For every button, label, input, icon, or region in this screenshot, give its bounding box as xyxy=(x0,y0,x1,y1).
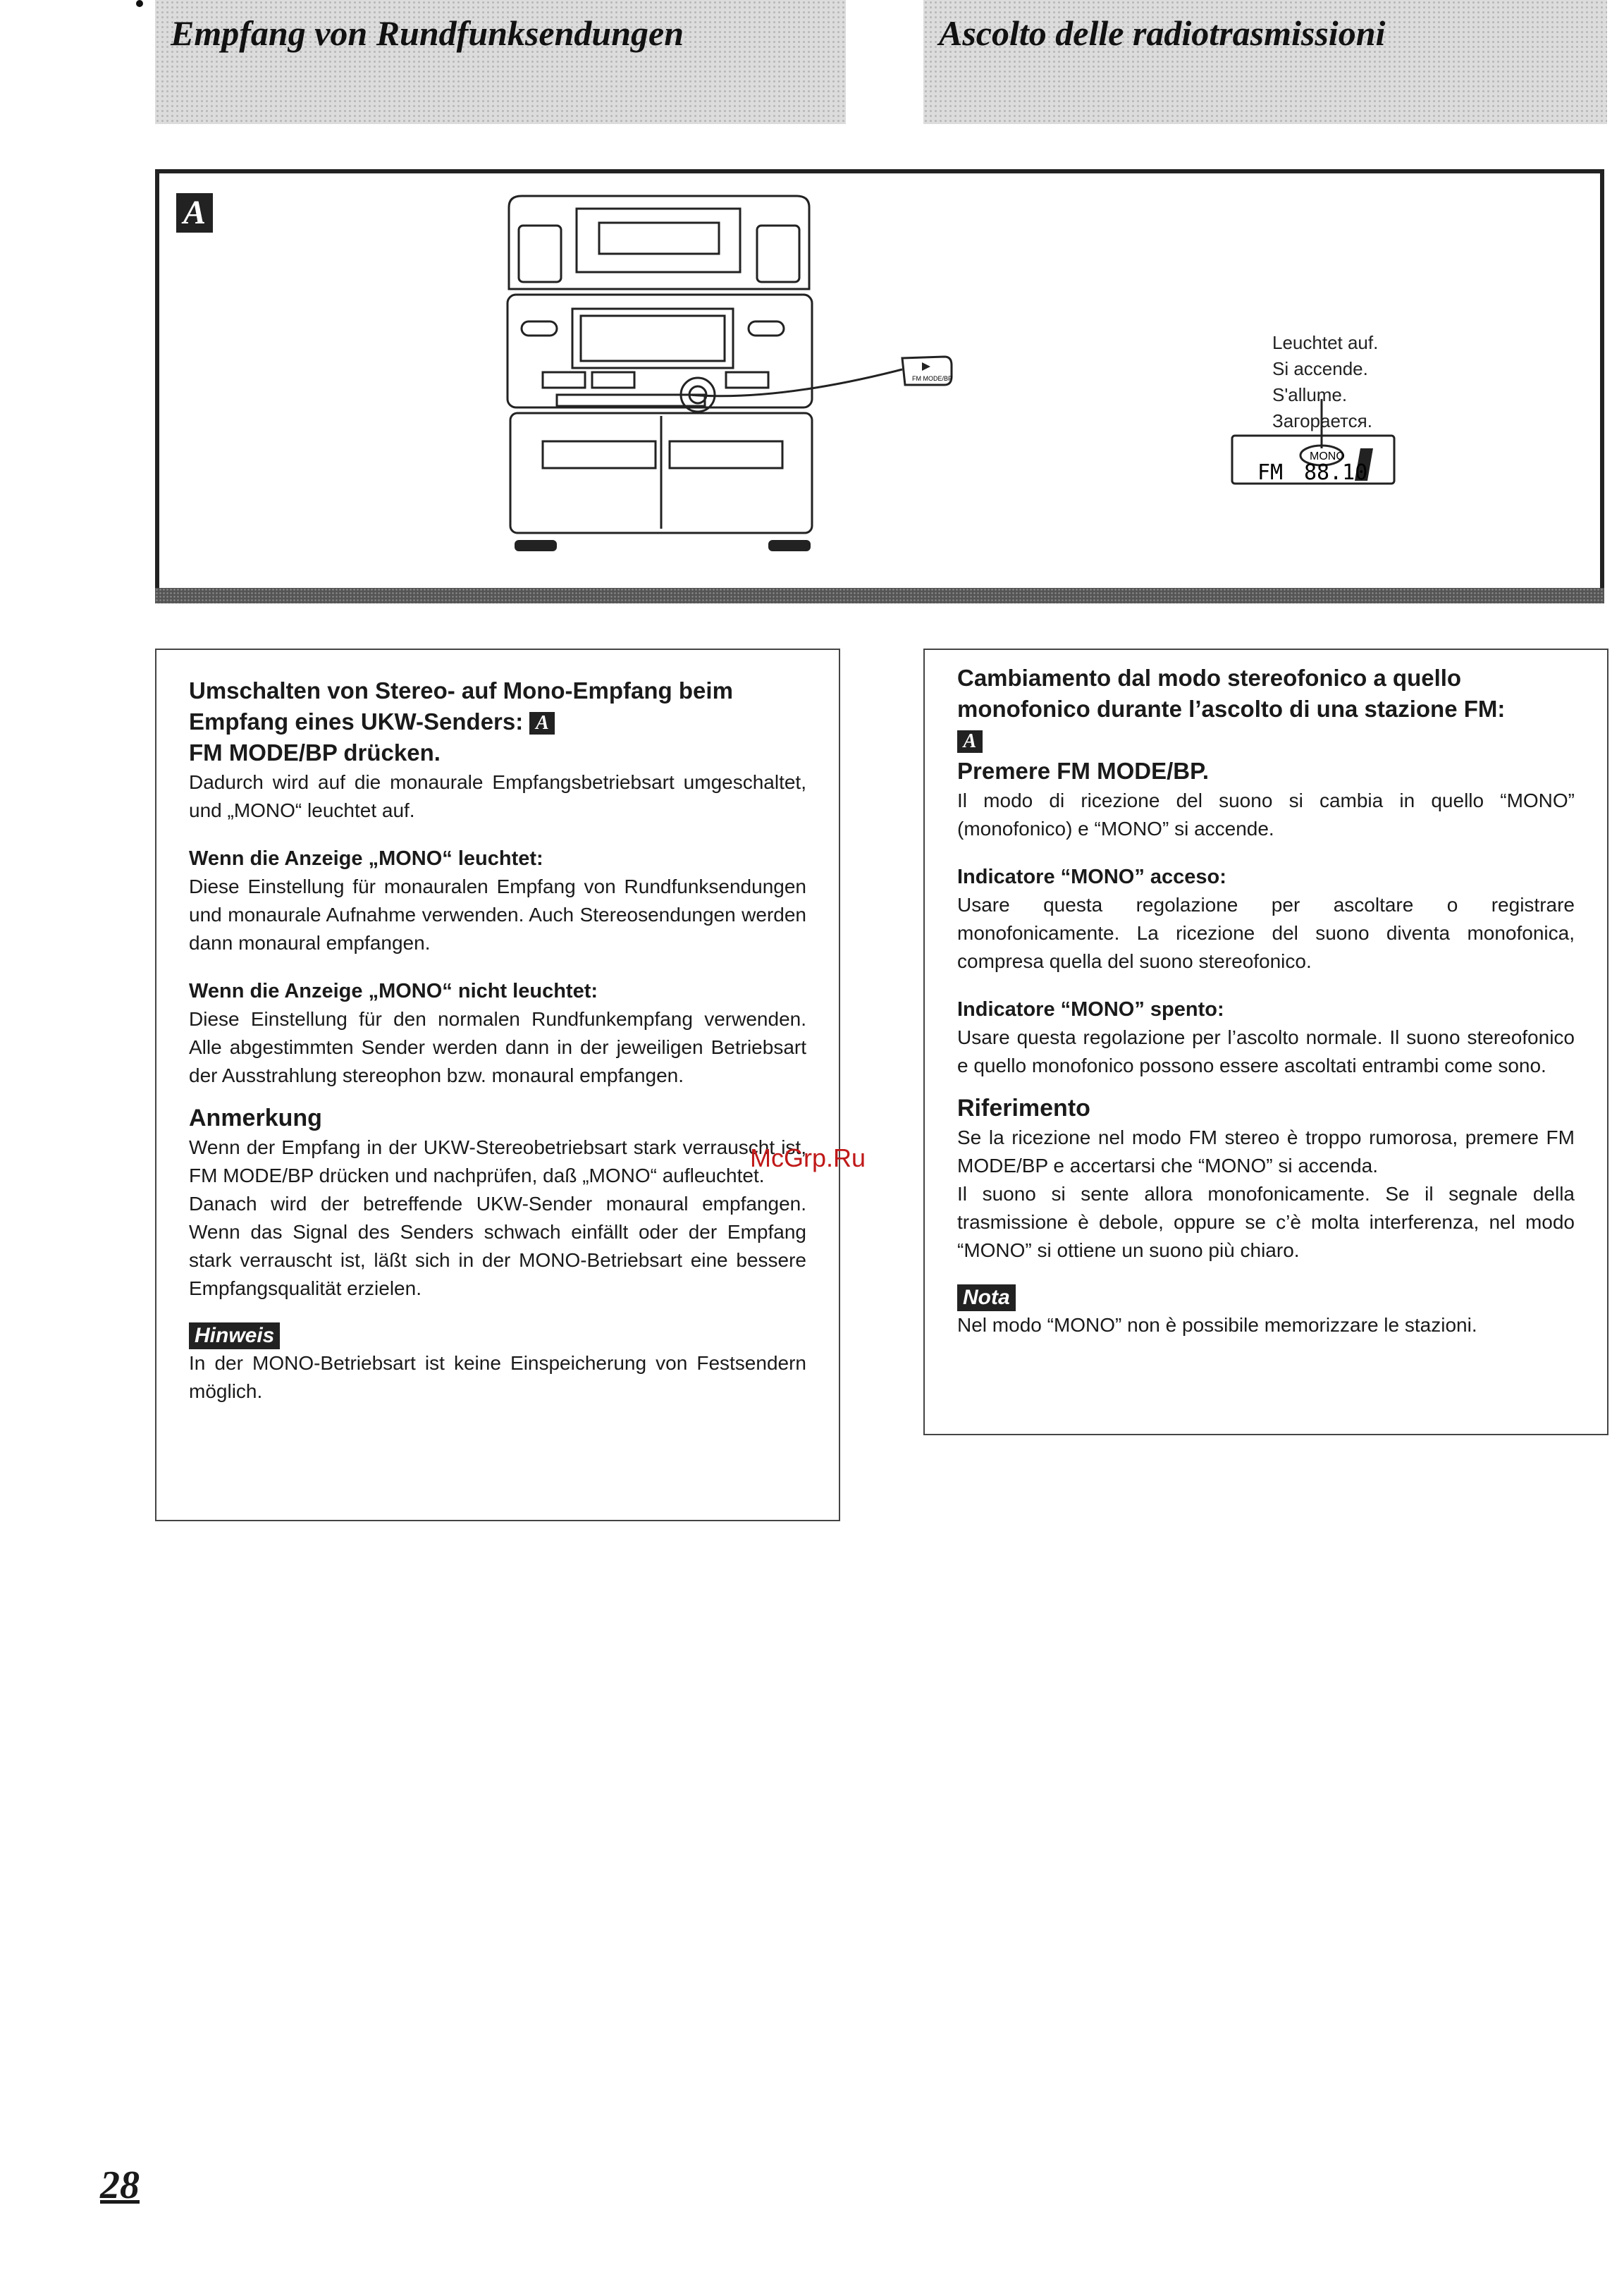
button-label: FM MODE/BP xyxy=(912,375,953,382)
italian-content xyxy=(957,663,1575,1339)
german-intro: Dadurch wird auf die monaurale Empfangsbetriebsart umgeschaltet, und „MONO“ leuchtet auf. xyxy=(189,771,806,821)
german-sub1: Wenn die Anzeige „MONO“ leuchtet: xyxy=(189,847,543,870)
italian-text2: Usare questa regolazione per l’ascolto normale. Il suono stereofonico e quello monofonico possono essere ascoltati entrambi come sono. xyxy=(957,1026,1575,1076)
german-note-heading: Anmerkung xyxy=(189,1105,322,1131)
italian-note-heading: Riferimento xyxy=(957,1095,1090,1122)
german-instruction: FM MODE/BP drücken. xyxy=(189,739,441,766)
german-note-text1: Wenn der Empfang in der UKW-Stereobetriebsart stark verrauscht ist, FM MODE/BP drücken und nachprüfen, daß „MONO“ aufleuchtet. xyxy=(189,1136,806,1186)
german-section xyxy=(155,649,840,1521)
header-right-title: Ascolto delle radiotrasmissioni xyxy=(939,13,1386,53)
display-mono: MONO xyxy=(1310,450,1345,462)
display-band: FM xyxy=(1257,460,1284,485)
italian-title-badge: A xyxy=(957,730,983,753)
italian-note-text2: Il suono si sente allora monofonicamente. Se il segnale della trasmissione è debole, oppure se c’è molta interferenza, nel modo “MONO” si ottiene un suono più chiaro. xyxy=(957,1183,1575,1261)
callout-de: Leuchtet auf. xyxy=(1272,332,1379,353)
german-content xyxy=(189,675,806,1406)
italian-text1: Usare questa regolazione per ascoltare o registrare monofonicamente. La ricezione del suono diventa monofonica, compresa quella del suono stereofonico. xyxy=(957,894,1575,972)
figure-frame-bottom xyxy=(155,588,1604,603)
italian-sub2: Indicatore “MONO” spento: xyxy=(957,998,1224,1021)
german-title-line1: Umschalten von Stereo- auf Mono-Empfang beim xyxy=(189,677,733,704)
german-title-line2 xyxy=(189,706,806,737)
italian-hint-tag: Nota xyxy=(957,1284,1016,1311)
italian-note-text1: Se la ricezione nel modo FM stereo è troppo rumorosa, premere FM MODE/BP e accertarsi che “MONO” si accenda. xyxy=(957,1126,1575,1177)
german-title-badge: A xyxy=(529,712,555,735)
german-text1: Diese Einstellung für monauralen Empfang von Rundfunksendungen und monaurale Aufnahme verwenden. Auch Stereosendungen werden dann monaural empfangen. xyxy=(189,876,806,954)
callout-labels xyxy=(1272,330,1378,434)
italian-title-line2: monofonico durante l’ascolto di una stazione FM: xyxy=(957,696,1506,722)
header-left-title: Empfang von Rundfunksendungen xyxy=(171,13,684,53)
italian-intro: Il modo di ricezione del suono si cambia in quello “MONO” (monofonico) e “MONO” si accende. xyxy=(957,790,1575,840)
german-hint-text: In der MONO-Betriebsart ist keine Einspeicherung von Festsendern möglich. xyxy=(189,1352,806,1402)
page-number: 28 xyxy=(100,2163,140,2207)
italian-title-line1: Cambiamento dal modo stereofonico a quello xyxy=(957,665,1462,691)
italian-section xyxy=(923,649,1608,1435)
german-sub2: Wenn die Anzeige „MONO“ nicht leuchtet: xyxy=(189,980,598,1002)
italian-sub1: Indicatore “MONO” acceso: xyxy=(957,866,1226,888)
figure-badge: A xyxy=(176,193,213,233)
callout-fr: S'allume. xyxy=(1272,384,1348,405)
callout-ru: Загорается. xyxy=(1272,410,1372,431)
german-title-text: Empfang eines UKW-Senders: xyxy=(189,708,524,735)
german-note-text2: Danach wird der betreffende UKW-Sender monaural empfangen. Wenn das Signal des Senders schwach einfällt oder der Empfang stark verrauscht ist, läßt sich in der MONO-Betriebsart eine bessere Empfangsqualität erzielen. xyxy=(189,1193,806,1299)
header-right xyxy=(923,0,1607,124)
german-hint-tag: Hinweis xyxy=(189,1322,280,1349)
corner-dot xyxy=(136,0,143,7)
watermark: McGrp.Ru xyxy=(750,1143,866,1172)
italian-instruction: Premere FM MODE/BP. xyxy=(957,758,1210,784)
german-text2: Diese Einstellung für den normalen Rundfunkempfang verwenden. Alle abgestimmten Sender werden dann in der jeweiligen Betriebsart der Ausstrahlung stereophon bzw. monaural empfangen. xyxy=(189,1008,806,1086)
header-left xyxy=(155,0,846,124)
callout-it: Si accende. xyxy=(1272,358,1368,379)
italian-hint-text: Nel modo “MONO” non è possibile memorizzare le stazioni. xyxy=(957,1314,1477,1336)
display-frequency: 88.10 xyxy=(1304,460,1368,485)
